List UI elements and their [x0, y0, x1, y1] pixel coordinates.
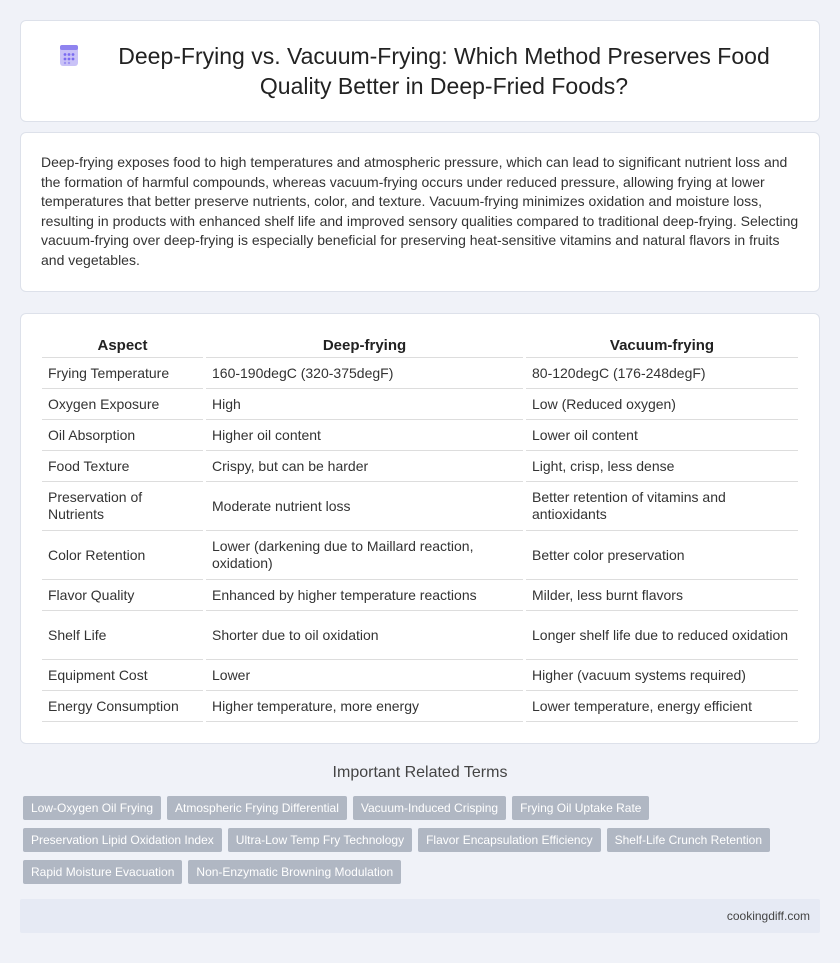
- cell-deep-frying: High: [206, 389, 523, 420]
- intro-card: [20, 132, 820, 292]
- footer-site-link[interactable]: cookingdiff.com: [726, 909, 810, 923]
- cell-vacuum-frying: Lower oil content: [526, 420, 798, 451]
- cell-deep-frying: 160-190degC (320-375degF): [206, 358, 523, 389]
- related-term-tag[interactable]: Low-Oxygen Oil Frying: [23, 796, 161, 820]
- header-aspect: Aspect: [42, 334, 203, 358]
- table-header-row: [42, 334, 798, 358]
- header-deep-frying: Deep-frying: [206, 334, 523, 358]
- comparison-table: [39, 334, 801, 722]
- related-terms-heading: Important Related Terms: [332, 764, 508, 781]
- cell-aspect: Oil Absorption: [42, 420, 203, 451]
- related-term-tag[interactable]: Flavor Encapsulation Efficiency: [418, 828, 601, 852]
- cell-deep-frying: Crispy, but can be harder: [206, 451, 523, 482]
- related-term-tag[interactable]: Non-Enzymatic Browning Modulation: [188, 860, 401, 884]
- table-row: [42, 358, 798, 389]
- cell-vacuum-frying: Longer shelf life due to reduced oxidation: [526, 611, 798, 660]
- page-title: Deep-Frying vs. Vacuum-Frying: Which Method Preserves Food Quality Better in Deep-Fried Foods?: [118, 43, 770, 99]
- cell-deep-frying: Higher oil content: [206, 420, 523, 451]
- cell-vacuum-frying: Better retention of vitamins and antioxidants: [526, 482, 798, 531]
- cell-vacuum-frying: Higher (vacuum systems required): [526, 660, 798, 691]
- cell-deep-frying: Higher temperature, more energy: [206, 691, 523, 722]
- intro-paragraph: Deep-frying exposes food to high temperatures and atmospheric pressure, which can lead to significant nutrient loss and the formation of harmful compounds, whereas vacuum-frying occurs under reduced pressure, allowing frying at lower temperatures that better preserve nutrients, color, and texture. Vacuum-frying minimizes oxidation and moisture loss, resulting in products with enhanced shelf life and improved sensory qualities compared to traditional deep-frying. Selecting vacuum-frying over deep-frying is especially beneficial for preserving heat-sensitive vitamins and natural flavors in fruits and vegetables.: [41, 154, 799, 268]
- cell-aspect: Flavor Quality: [42, 580, 203, 611]
- cell-deep-frying: Lower: [206, 660, 523, 691]
- table-row: [42, 482, 798, 531]
- cell-aspect: Energy Consumption: [42, 691, 203, 722]
- related-term-tag[interactable]: Ultra-Low Temp Fry Technology: [228, 828, 412, 852]
- table-row: [42, 580, 798, 611]
- cell-vacuum-frying: Light, crisp, less dense: [526, 451, 798, 482]
- cell-aspect: Oxygen Exposure: [42, 389, 203, 420]
- table-row: [42, 531, 798, 580]
- cell-deep-frying: Shorter due to oil oxidation: [206, 611, 523, 660]
- cell-vacuum-frying: Low (Reduced oxygen): [526, 389, 798, 420]
- cell-aspect: Shelf Life: [42, 611, 203, 660]
- comparison-card: [20, 313, 820, 744]
- cell-vacuum-frying: Milder, less burnt flavors: [526, 580, 798, 611]
- table-row: [42, 389, 798, 420]
- related-terms-list: [23, 796, 823, 884]
- table-row: [42, 691, 798, 722]
- header: [56, 41, 784, 101]
- table-row: [42, 451, 798, 482]
- cell-vacuum-frying: 80-120degC (176-248degF): [526, 358, 798, 389]
- cell-aspect: Color Retention: [42, 531, 203, 580]
- table-row: [42, 420, 798, 451]
- table-row: [42, 660, 798, 691]
- cell-vacuum-frying: Better color preservation: [526, 531, 798, 580]
- related-term-tag[interactable]: Rapid Moisture Evacuation: [23, 860, 182, 884]
- document-icon: [56, 42, 82, 68]
- related-term-tag[interactable]: Preservation Lipid Oxidation Index: [23, 828, 222, 852]
- header-vacuum-frying: Vacuum-frying: [526, 334, 798, 358]
- cell-aspect: Preservation of Nutrients: [42, 482, 203, 531]
- cell-aspect: Equipment Cost: [42, 660, 203, 691]
- cell-vacuum-frying: Lower temperature, energy efficient: [526, 691, 798, 722]
- cell-deep-frying: Enhanced by higher temperature reactions: [206, 580, 523, 611]
- related-term-tag[interactable]: Shelf-Life Crunch Retention: [607, 828, 770, 852]
- cell-deep-frying: Lower (darkening due to Maillard reaction, oxidation): [206, 531, 523, 580]
- cell-deep-frying: Moderate nutrient loss: [206, 482, 523, 531]
- table-row: [42, 611, 798, 660]
- header-card: [20, 20, 820, 122]
- cell-aspect: Frying Temperature: [42, 358, 203, 389]
- related-term-tag[interactable]: Atmospheric Frying Differential: [167, 796, 347, 820]
- related-term-tag[interactable]: Vacuum-Induced Crisping: [353, 796, 506, 820]
- related-term-tag[interactable]: Frying Oil Uptake Rate: [512, 796, 649, 820]
- cell-aspect: Food Texture: [42, 451, 203, 482]
- footer: [20, 899, 820, 933]
